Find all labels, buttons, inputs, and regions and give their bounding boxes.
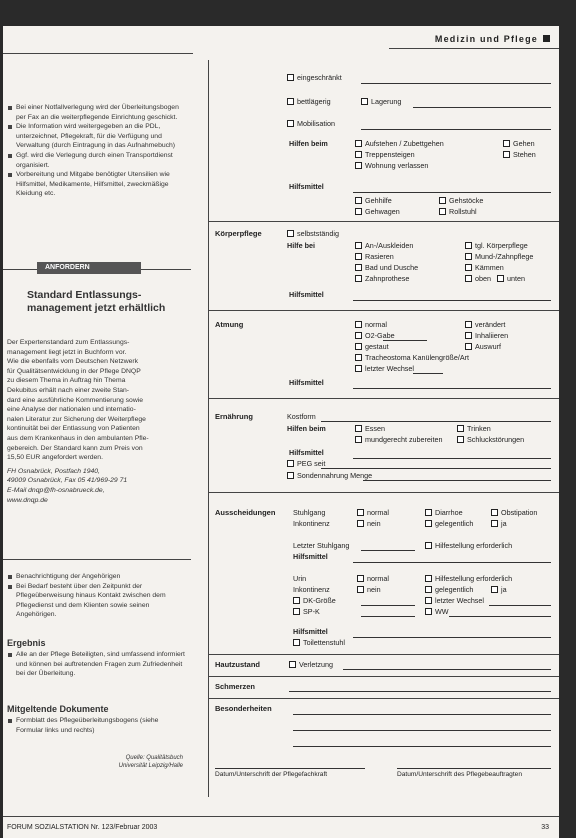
checkbox-icon[interactable]	[503, 140, 510, 147]
checkbox-icon[interactable]	[289, 661, 296, 668]
box-line: dard eine ausführliche Kommentierung sowie	[7, 396, 144, 404]
checkbox-icon[interactable]	[355, 332, 362, 339]
form-option[interactable]: verändert	[465, 320, 505, 330]
checkbox-icon[interactable]	[355, 321, 362, 328]
box-line: eine Analyse der nationalen und internatio-	[7, 406, 136, 414]
checkbox-icon[interactable]	[465, 321, 472, 328]
checkbox-icon[interactable]	[465, 275, 472, 282]
checkbox-icon[interactable]	[287, 120, 294, 127]
entry-line[interactable]	[361, 616, 415, 617]
label-hilfsmittel: Hilfsmittel	[289, 290, 324, 299]
checkbox-icon[interactable]	[287, 74, 294, 81]
checkbox-icon[interactable]	[293, 597, 300, 604]
checkbox-icon[interactable]	[465, 253, 472, 260]
checkbox-icon[interactable]	[287, 98, 294, 105]
entry-line[interactable]	[361, 550, 415, 551]
checkbox-icon[interactable]	[425, 542, 432, 549]
checkbox-icon[interactable]	[357, 586, 364, 593]
label-hilfsmittel: Hilfsmittel	[289, 182, 324, 191]
box-line: Der Expertenstandard zum Entlassungs-	[7, 339, 130, 346]
checkbox-icon[interactable]	[491, 509, 498, 516]
entry-line[interactable]	[361, 83, 551, 84]
left-top-rule	[3, 53, 193, 54]
row-rule	[209, 221, 559, 222]
entry-line[interactable]	[353, 192, 551, 193]
entry-line[interactable]	[353, 388, 551, 389]
section-schmerzen: Schmerzen	[215, 682, 256, 691]
section-ernaehrung: Ernährung	[215, 412, 253, 421]
form-option[interactable]: Schluckstörungen	[457, 435, 524, 445]
source-note	[63, 754, 183, 770]
checkbox-icon[interactable]	[425, 597, 432, 604]
form-option[interactable]: Aufstehen / Zubettgehen	[355, 139, 444, 149]
checkbox-icon[interactable]	[503, 151, 510, 158]
form-option[interactable]: mundgerecht zubereiten	[355, 435, 443, 445]
form-option[interactable]: nein	[357, 519, 381, 529]
box-line: Dekubitus erhält nach einer zweite Stan-	[7, 386, 130, 394]
label-stuhlgang: Stuhlgang	[293, 508, 326, 517]
label-hilfsmittel: Hilfsmittel	[293, 627, 328, 636]
box-line: zu diesem Thema in Auftrag hin Thema	[7, 377, 126, 385]
row-rule	[209, 698, 559, 699]
form-option[interactable]: Essen	[355, 424, 385, 434]
page-number: 33	[541, 824, 549, 831]
form-option[interactable]: gestaut	[355, 342, 389, 352]
form-option[interactable]: An-/Auskleiden	[355, 241, 413, 251]
checkbox-icon[interactable]	[491, 520, 498, 527]
form-option[interactable]: nein	[357, 585, 381, 595]
bullet-item: Formblatt des Pflegeüberleitungsbogens (siehe Formular links und rechts)	[7, 716, 186, 735]
header-rule	[389, 48, 559, 49]
docs-title: Mitgeltende Dokumente	[7, 704, 109, 714]
form-option[interactable]: WW	[425, 607, 449, 617]
label-inkontinenz: Inkontinenz	[293, 519, 330, 528]
checkbox-icon[interactable]	[425, 575, 432, 582]
box-bottom-rule	[3, 559, 191, 560]
form-option[interactable]: letzter Wechsel	[355, 364, 414, 374]
left-bullets-top	[7, 103, 193, 199]
section-atmung: Atmung	[215, 320, 244, 329]
bullet-item: Benachrichtigung der Angehörigen	[7, 572, 186, 582]
section-hautzustand: Hautzustand	[215, 660, 260, 669]
source-line: Quelle: Qualitätsbuch	[125, 755, 183, 761]
box-address-line: E-Mail dnqp@fh-osnabrueck.de,	[7, 486, 105, 494]
form-option[interactable]: Zahnprothese	[355, 274, 409, 284]
row-rule	[209, 310, 559, 311]
journal-footer: FORUM SOZIALSTATION Nr. 123/Februar 2003	[7, 824, 158, 831]
entry-line[interactable]	[293, 746, 551, 747]
checkbox-icon[interactable]	[491, 586, 498, 593]
checkbox-icon[interactable]	[439, 208, 446, 215]
checkbox-icon[interactable]	[355, 436, 362, 443]
column-divider	[208, 60, 209, 797]
form-option[interactable]: Tracheostoma Kanülengröße/Art	[355, 353, 469, 363]
entry-line[interactable]	[343, 669, 551, 670]
entry-line[interactable]	[449, 616, 551, 617]
box-line: aus dem Krankenhaus in den ambulanten Pfle-	[7, 434, 149, 442]
entry-line[interactable]	[383, 340, 427, 341]
checkbox-icon[interactable]	[497, 275, 504, 282]
section-besonderheiten: Besonderheiten	[215, 704, 272, 713]
box-address-line: FH Osnabrück, Postfach 1940,	[7, 467, 100, 475]
form-option[interactable]: Inhaliieren	[465, 331, 508, 341]
form-option[interactable]: PEG seit	[287, 459, 325, 469]
form-option[interactable]: Kämmen	[465, 263, 504, 273]
entry-line[interactable]	[289, 691, 551, 692]
checkbox-icon[interactable]	[465, 264, 472, 271]
box-line: kontinuität bei der Entlassung von Patienten	[7, 425, 140, 433]
checkbox-icon[interactable]	[465, 242, 472, 249]
form-option[interactable]: letzter Wechsel	[425, 596, 484, 606]
row-rule	[209, 654, 559, 655]
label-hilfe-bei: Hilfe bei	[287, 241, 315, 250]
checkbox-icon[interactable]	[355, 140, 362, 147]
checkbox-icon[interactable]	[355, 354, 362, 361]
form-option[interactable]: Stehen	[503, 150, 536, 160]
entry-line[interactable]	[293, 714, 551, 715]
footer-rule	[3, 816, 559, 817]
bullet-item: Bei einer Notfallverlegung wird der Überleitungsbogen per Fax an die weiterpflegende Einrichtung geschickt.	[7, 103, 186, 122]
checkbox-icon[interactable]	[355, 365, 362, 372]
form-option[interactable]: Obstipation	[491, 508, 537, 518]
checkbox-icon[interactable]	[355, 264, 362, 271]
box-line: nalen Literatur zur Sicherung der Weiterpflege	[7, 415, 146, 423]
checkbox-icon[interactable]	[293, 639, 300, 646]
entry-line[interactable]	[321, 468, 551, 469]
form-option[interactable]: Wohnung verlassen	[355, 161, 428, 171]
label-kostform: Kostform	[287, 412, 316, 421]
checkbox-icon[interactable]	[355, 242, 362, 249]
box-tag: ANFORDERN	[37, 262, 141, 274]
section-koerperpflege: Körperpflege	[215, 229, 262, 238]
form-option[interactable]: unten	[497, 274, 525, 284]
source-line: Universität Leipzig/Halle	[118, 763, 183, 769]
checkbox-icon[interactable]	[355, 151, 362, 158]
checkbox-icon[interactable]	[425, 520, 432, 527]
row-rule	[209, 398, 559, 399]
form-option[interactable]: normal	[357, 574, 389, 584]
form-option[interactable]: ja	[491, 585, 507, 595]
entry-line[interactable]	[353, 637, 551, 638]
row-rule	[209, 492, 559, 493]
form-option[interactable]: Lagerung	[361, 97, 401, 107]
label-hilfsmittel: Hilfsmittel	[289, 448, 324, 457]
form-option[interactable]: Gehhilfe	[355, 196, 392, 206]
form-option[interactable]: Treppensteigen	[355, 150, 415, 160]
form-option[interactable]: Gehwagen	[355, 207, 400, 217]
entry-line[interactable]	[293, 730, 551, 731]
section-header: Medizin und Pflege	[435, 34, 550, 44]
checkbox-icon[interactable]	[465, 332, 472, 339]
form-option[interactable]: bettlägerig	[287, 97, 331, 107]
checkbox-icon[interactable]	[355, 162, 362, 169]
form-option[interactable]: selbstständig	[287, 229, 339, 239]
form-option[interactable]: Diarrhoe	[425, 508, 463, 518]
checkbox-icon[interactable]	[355, 197, 362, 204]
form-option[interactable]: Bad und Dusche	[355, 263, 418, 273]
checkbox-icon[interactable]	[357, 509, 364, 516]
left-bullets-mid	[7, 572, 193, 620]
signature-caption-left: Datum/Unterschrift der Pflegefachkraft	[215, 771, 328, 778]
form-option[interactable]: gelegentlich	[425, 585, 473, 595]
checkbox-icon[interactable]	[465, 343, 472, 350]
checkbox-icon[interactable]	[287, 472, 294, 479]
form-option[interactable]: SP-K	[293, 607, 320, 617]
entry-line[interactable]	[361, 605, 415, 606]
box-address-line: www.dnqp.de	[7, 496, 48, 504]
form-option[interactable]: oben	[465, 274, 491, 284]
form-option[interactable]: Verletzung	[289, 660, 333, 670]
entry-line[interactable]	[353, 562, 551, 563]
box-address-line: 49009 Osnabrück, Fax 05 41/969-29 71	[7, 477, 128, 485]
box-body	[7, 338, 191, 505]
checkbox-icon[interactable]	[355, 208, 362, 215]
checkbox-icon[interactable]	[287, 460, 294, 467]
checkbox-icon[interactable]	[425, 586, 432, 593]
checkbox-icon[interactable]	[425, 608, 432, 615]
checkbox-icon[interactable]	[439, 197, 446, 204]
entry-line[interactable]	[489, 605, 551, 606]
form-option[interactable]: gelegentlich	[425, 519, 473, 529]
label-urin: Urin	[293, 574, 307, 583]
box-line: 15,50 EUR angefordert werden.	[7, 454, 103, 462]
signature-caption-right: Datum/Unterschrift des Pflegebeauftragten	[397, 771, 522, 778]
label-inkontinenz: Inkontinenz	[293, 585, 330, 594]
bullet-item: Die Information wird weitergegeben an die PDL, unterzeichnet, Pflegekraft, für die Verfügung und Verwaltung (durch Eintragung in das Aufnahmebuch)	[7, 122, 186, 151]
form-option[interactable]: Gehstöcke	[439, 196, 483, 206]
row-rule	[209, 676, 559, 677]
form-option[interactable]: Toilettenstuhl	[293, 638, 345, 648]
label-hilfsmittel: Hilfsmittel	[293, 552, 328, 561]
checkbox-icon[interactable]	[361, 98, 368, 105]
label-hilfen-beim: Hilfen beim	[287, 424, 326, 433]
form-option[interactable]: Mund-/Zahnpflege	[465, 252, 533, 262]
checkbox-icon[interactable]	[357, 520, 364, 527]
signature-line-left[interactable]	[215, 768, 365, 769]
checkbox-icon[interactable]	[357, 575, 364, 582]
entry-line[interactable]	[361, 129, 551, 130]
form-option[interactable]: normal	[355, 320, 387, 330]
entry-line[interactable]	[413, 373, 443, 374]
box-line: gebereich. Der Standard kann zum Preis von	[7, 444, 143, 452]
bullet-item: Alle an der Pflege Beteiligten, sind umfassend informiert und können bei auftretenden Fragen zum Zufriedenheit bei der Überleitung.	[7, 650, 186, 679]
entry-line[interactable]	[363, 480, 551, 481]
form-option[interactable]: DK-Größe	[293, 596, 336, 606]
box-line: Wie die ebenfalls vom Deutschen Netzwerk	[7, 358, 139, 366]
form-option[interactable]: eingeschränkt	[287, 73, 342, 83]
checkbox-icon[interactable]	[355, 253, 362, 260]
bullet-item: Vorbereitung und Mitgabe benötigter Utensilien wie Hilfsmittel, Medikamente, Hilfsmittel, zweckmäßige Kleidung etc.	[7, 170, 186, 199]
form-option[interactable]: Trinken	[457, 424, 491, 434]
checkbox-icon[interactable]	[293, 608, 300, 615]
form-option[interactable]: Mobilisation	[287, 119, 335, 129]
entry-line[interactable]	[413, 107, 551, 108]
section-ausscheidungen: Ausscheidungen	[215, 508, 276, 517]
signature-line-right[interactable]	[397, 768, 551, 769]
checkbox-icon[interactable]	[355, 275, 362, 282]
form-option[interactable]: normal	[357, 508, 389, 518]
form-option[interactable]: Hilfestellung erforderlich	[425, 574, 512, 584]
box-title: Standard Entlassungs-management jetzt erhältlich	[27, 289, 166, 314]
ergebnis-body	[7, 650, 193, 679]
form-option[interactable]: Sondennahrung Menge	[287, 471, 372, 481]
label-hilfen-beim: Hilfen beim	[289, 139, 328, 148]
header-square-icon	[543, 35, 550, 42]
form-option[interactable]: Gehen	[503, 139, 535, 149]
form-option[interactable]: Hilfestellung erforderlich	[425, 541, 512, 551]
checkbox-icon[interactable]	[355, 343, 362, 350]
ergebnis-title: Ergebnis	[7, 638, 46, 648]
docs-body	[7, 716, 193, 735]
entry-line[interactable]	[353, 300, 551, 301]
form-option[interactable]: Auswurf	[465, 342, 501, 352]
checkbox-icon[interactable]	[457, 436, 464, 443]
form-option[interactable]: tgl. Körperpflege	[465, 241, 528, 251]
form-option[interactable]: ja	[491, 519, 507, 529]
checkbox-icon[interactable]	[425, 509, 432, 516]
box-line: management liegt jetzt in Buchform vor.	[7, 348, 127, 356]
checkbox-icon[interactable]	[457, 425, 464, 432]
checkbox-icon[interactable]	[355, 425, 362, 432]
form-option[interactable]: O2-Gabe	[355, 331, 395, 341]
entry-line[interactable]	[353, 458, 551, 459]
entry-line[interactable]	[321, 421, 551, 422]
form-option[interactable]: Rasieren	[355, 252, 394, 262]
form-option[interactable]: Rollstuhl	[439, 207, 477, 217]
label-hilfsmittel: Hilfsmittel	[289, 378, 324, 387]
label-letzter-stuhlgang: Letzter Stuhlgang	[293, 541, 350, 550]
checkbox-icon[interactable]	[287, 230, 294, 237]
box-line: für Qualitätsentwicklung in der Pflege DNQP	[7, 367, 141, 375]
document-page	[3, 26, 559, 838]
bullet-item: Bei Bedarf besteht über den Zeitpunkt der Pflegeüberweisung hinaus Kontakt zwischen dem Pflegedienst und dem Klienten sowie seinen Angehörigen.	[7, 582, 186, 620]
bullet-item: Ggf. wird die Verlegung durch einen Transportdienst organisiert.	[7, 151, 186, 170]
